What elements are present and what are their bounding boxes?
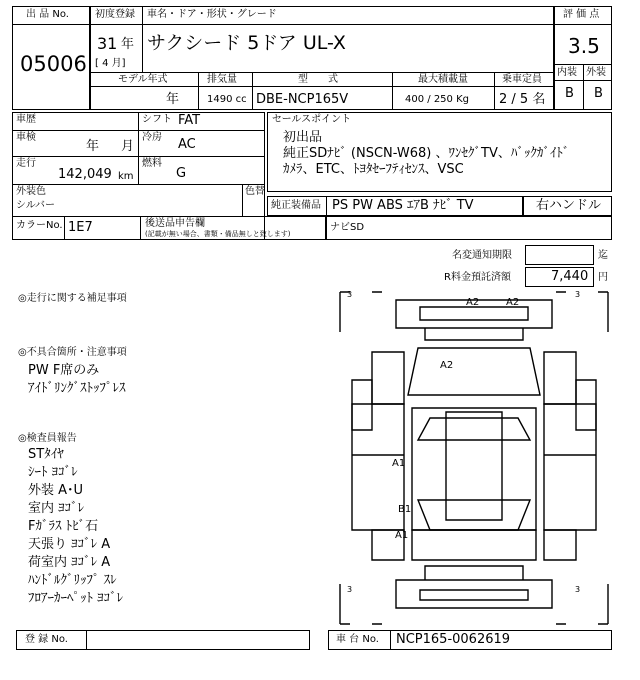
score-value: 3.5 [568,34,600,58]
change-label: 名変通知期限 [452,250,512,261]
displacement: 1490 cc [207,94,247,105]
rear-window [418,500,530,530]
exterior-label: 外装 [586,67,606,78]
model-label: 型 式 [298,74,338,85]
color-change-label: 色替 [245,186,265,197]
notes-defect-2: ｱｲﾄﾞﾘﾝｸﾞｽﾄｯﾌﾟﾚｽ [28,381,126,396]
after-label: 後送品申告欄 [145,218,205,229]
damage-mark: A1 [395,530,409,541]
notes-insp-5: Fｶﾞﾗｽ ﾄﾋﾞ石 [28,519,99,534]
inspection-label: 車検 [16,132,36,143]
notes-insp-1: STﾀｲﾔ [28,447,64,462]
inspection-year: 年 [86,139,100,154]
notes-insp-6: 天張り ﾖｺﾞﾚ A [28,537,111,552]
chassis-no: NCP165-0062619 [396,632,511,647]
capacity-label: 乗車定員 [502,74,542,85]
inspection-month: 月 [121,139,135,154]
mileage-label: 走行 [16,158,36,169]
notes-driving-title: ◎走行に関する補足事項 [18,293,127,304]
left-front-fender [372,352,404,404]
ac-label: 冷房 [142,132,162,143]
rear-plate [420,590,528,600]
reg-month: [ 4 月] [95,58,126,69]
sales-line-3: ｶﾒﾗ、ETC、ﾄﾖﾀｾｰﾌﾃｨｾﾝｽ、VSC [283,162,464,177]
first-reg-label: 初度登録 [95,9,135,20]
after-value: ナビSD [330,222,365,233]
mileage-value: 142,049 [58,167,112,182]
notes-inspector-title: ◎検査員報告 [18,433,77,444]
sales-line-2: 純正SDﾅﾋﾞ (NSCN-W68) 、ﾜﾝｾｸﾞTV、ﾊﾞｯｸｶﾞｲﾄﾞ [283,146,570,161]
exterior-grade: B [594,86,603,101]
notes-insp-3: 外装 A･U [28,483,84,498]
reg-label: 登 録 No. [25,634,68,645]
right-front-fender [544,352,576,404]
score-label: 評 価 点 [563,9,600,20]
reg-year: 31 [97,34,118,53]
sales-title: セールスポイント [272,114,352,125]
notes-insp-9: ﾌﾛｱｰｶｰﾍﾟｯﾄ ﾖｺﾞﾚ [28,591,124,606]
windshield [418,418,530,440]
interior-grade: B [565,86,574,101]
corner-label-bl: 3 [347,585,353,594]
shift-label: シフト [142,114,172,125]
shift-value: FAT [178,113,201,128]
left-mirror-area [352,380,372,430]
notes-insp-4: 室内 ﾖｺﾞﾚ [28,501,85,516]
front-grille [420,307,528,320]
lot-label: 出 品 No. [26,9,69,20]
equipment-value: PS PW ABS ｴｱB ﾅﾋﾞ TV [332,198,474,213]
hood [408,348,540,395]
fuel-label: 燃料 [142,158,162,169]
fuel-value: G [176,166,187,181]
interior-label: 内装 [557,67,577,78]
corner-bracket-tr [556,292,608,332]
handle-value: 右ハンドル [536,198,602,213]
recycle-label: R料金預託済額 [444,272,511,283]
car-label: 車名・ドア・形状・グレード [147,9,277,20]
cabin [412,408,536,530]
displacement-label: 排気量 [207,74,237,85]
corner-label-tl: 3 [347,290,353,299]
model-code: DBE-NCP165V [256,92,349,107]
recycle-value: 7,440 [551,269,589,284]
notes-insp-7: 荷室内 ﾖｺﾞﾚ A [28,555,111,570]
right-rear-fender [544,530,576,560]
damage-mark: A2 [466,297,480,308]
reg-year-unit: 年 [121,37,135,52]
corner-bracket-br [556,584,608,624]
right-side [544,404,596,530]
mileage-unit: km [118,171,134,182]
chassis-label: 車 台 No. [336,634,379,645]
notes-defect-1: PW F席のみ [28,363,100,378]
ext-color-value: シルバー [16,200,56,211]
change-unit: 迄 [598,250,608,261]
sales-line-1: 初出品 [283,130,323,145]
tailgate [412,530,536,560]
color-no-value: 1E7 [68,220,93,235]
ac-value: AC [178,137,196,152]
notes-insp-8: ﾊﾝﾄﾞﾙｸﾞﾘｯﾌﾟ ｽﾚ [28,573,117,588]
ext-color-label: 外装色 [16,186,46,197]
roof [446,412,502,520]
corner-label-br: 3 [575,585,581,594]
lot-number: 05006 [20,52,87,76]
damage-mark: A2 [506,297,520,308]
damage-mark: B1 [398,504,412,515]
corner-label-tr: 3 [575,290,581,299]
front-panel [425,328,523,340]
damage-mark: A1 [392,458,406,469]
load-label: 最大積載量 [418,74,468,85]
color-no-label: カラーNo. [16,220,63,231]
damage-mark: A2 [440,360,454,371]
history-label: 車歴 [16,114,36,125]
load: 400 / 250 Kg [405,94,469,105]
recycle-unit: 円 [598,272,608,283]
model-year-unit: 年 [166,92,180,107]
capacity: 2 / 5 名 [499,92,546,107]
right-mirror-area [576,380,596,430]
notes-defect-title: ◎不具合箇所・注意事項 [18,347,127,358]
notes-insp-2: ｼｰﾄ ﾖｺﾞﾚ [28,465,78,480]
equipment-label: 純正装備品 [271,200,321,211]
after-note: (記載が無い場合、書類・備品無しと致します) [145,230,291,238]
car-name: サクシード 5ドア UL-X [147,32,346,54]
model-year-label: モデル年式 [118,74,168,85]
rear-panel [425,566,523,580]
